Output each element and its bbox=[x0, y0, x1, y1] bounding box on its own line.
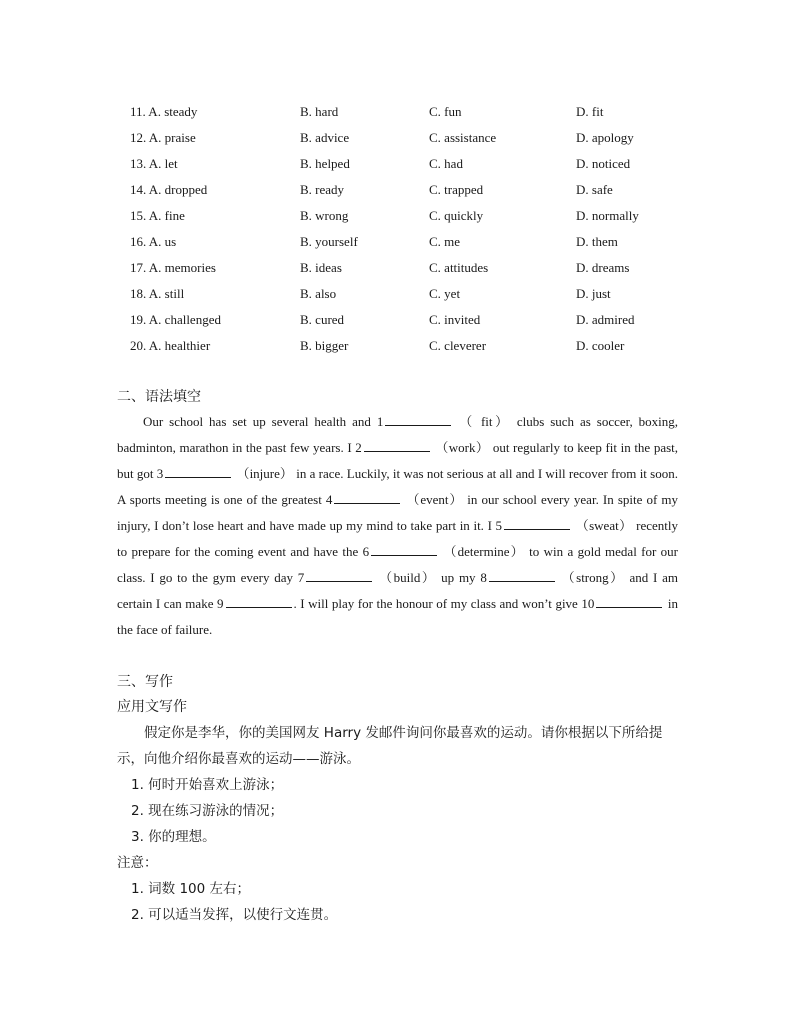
option-d[interactable]: D. normally bbox=[576, 208, 639, 223]
hint-3: （injure） bbox=[236, 466, 293, 481]
point-1: 1. 何时开始喜欢上游泳； bbox=[131, 777, 284, 793]
option-d[interactable]: D. noticed bbox=[576, 156, 631, 171]
option-row bbox=[130, 127, 690, 153]
option-b[interactable]: B. ideas bbox=[300, 260, 342, 275]
option-c[interactable]: C. quickly bbox=[429, 208, 484, 223]
option-c[interactable]: C. attitudes bbox=[429, 260, 489, 275]
blank-2[interactable] bbox=[364, 437, 430, 452]
option-d[interactable]: D. cooler bbox=[576, 338, 625, 353]
hint-6: （determine） bbox=[443, 544, 525, 559]
passage-text: out regularly to keep fit in the past, but got 3 bbox=[117, 440, 679, 481]
option-d[interactable]: D. admired bbox=[576, 312, 635, 327]
option-b[interactable]: B. helped bbox=[300, 156, 350, 171]
option-c[interactable]: C. trapped bbox=[429, 182, 484, 197]
option-c[interactable]: C. me bbox=[429, 234, 461, 249]
option-d[interactable]: D. dreams bbox=[576, 260, 630, 275]
blank-7[interactable] bbox=[306, 567, 372, 582]
hint-5: （sweat） bbox=[575, 518, 633, 533]
option-b[interactable]: B. yourself bbox=[300, 234, 358, 249]
option-d[interactable]: D. them bbox=[576, 234, 618, 249]
option-a[interactable]: 17. A. memories bbox=[130, 260, 216, 275]
note-1: 1. 词数 100 左右； bbox=[131, 881, 251, 897]
option-c[interactable]: C. yet bbox=[429, 286, 461, 301]
note-label: 注意： bbox=[117, 855, 158, 871]
option-b[interactable]: B. wrong bbox=[300, 208, 349, 223]
note-2: 2. 可以适当发挥，以使行文连贯。 bbox=[131, 907, 338, 923]
hint-2: （work） bbox=[435, 440, 490, 455]
section-3-subtitle: 应用文写作 bbox=[117, 699, 187, 715]
passage-text: clubs such as soccer, boxing, badminton, marathon in the past few years. I 2 bbox=[117, 414, 679, 455]
option-b[interactable]: B. also bbox=[300, 286, 337, 301]
option-row bbox=[130, 309, 690, 335]
hint-1: （ fit） bbox=[459, 414, 511, 429]
blank-4[interactable] bbox=[334, 489, 400, 504]
blank-5[interactable] bbox=[504, 515, 570, 530]
hint-7: （build） bbox=[379, 570, 437, 585]
option-row bbox=[130, 205, 690, 231]
blank-1[interactable] bbox=[385, 411, 451, 426]
option-a[interactable]: 20. A. healthier bbox=[130, 338, 211, 353]
grammar-passage bbox=[117, 409, 678, 643]
passage-text: in our school every year. In spite of my injury, I don’t lose heart and have made up my mind to take part in it. I 5 bbox=[117, 492, 679, 533]
blank-10[interactable] bbox=[596, 593, 662, 608]
point-2: 2. 现在练习游泳的情况； bbox=[131, 803, 284, 819]
option-c[interactable]: C. assistance bbox=[429, 130, 497, 145]
option-a[interactable]: 14. A. dropped bbox=[130, 182, 208, 197]
blank-3[interactable] bbox=[165, 463, 231, 478]
option-b[interactable]: B. bigger bbox=[300, 338, 349, 353]
hint-8: （strong） bbox=[561, 570, 625, 585]
option-a[interactable]: 13. A. let bbox=[130, 156, 178, 171]
option-row bbox=[130, 335, 690, 361]
section-2-title: 二、语法填空 bbox=[117, 389, 201, 405]
option-a[interactable]: 19. A. challenged bbox=[130, 312, 221, 327]
option-row bbox=[130, 153, 690, 179]
blank-8[interactable] bbox=[489, 567, 555, 582]
option-row bbox=[130, 101, 690, 127]
hint-4: （event） bbox=[406, 492, 464, 507]
section-3-title: 三、写作 bbox=[117, 674, 173, 690]
options-table bbox=[130, 101, 690, 361]
option-row bbox=[130, 231, 690, 257]
option-d[interactable]: D. apology bbox=[576, 130, 634, 145]
option-b[interactable]: B. ready bbox=[300, 182, 345, 197]
option-a[interactable]: 12. A. praise bbox=[130, 130, 196, 145]
option-c[interactable]: C. fun bbox=[429, 104, 462, 119]
option-d[interactable]: D. safe bbox=[576, 182, 613, 197]
passage-text: in a race. Luckily, it was not serious at all and I will recover from it soon. A sports meeting is one of the greatest 4 bbox=[117, 466, 678, 507]
point-3: 3. 你的理想。 bbox=[131, 829, 216, 845]
passage-text: recently to prepare for the coming event and have the 6 bbox=[117, 518, 678, 559]
option-row bbox=[130, 179, 690, 205]
option-d[interactable]: D. just bbox=[576, 286, 611, 301]
option-c[interactable]: C. invited bbox=[429, 312, 481, 327]
option-b[interactable]: B. hard bbox=[300, 104, 339, 119]
writing-prompt bbox=[117, 720, 683, 772]
option-row bbox=[130, 283, 690, 309]
option-c[interactable]: C. cleverer bbox=[429, 338, 487, 353]
blank-9[interactable] bbox=[226, 593, 292, 608]
option-row bbox=[130, 257, 690, 283]
passage-text: up my 8 bbox=[436, 570, 487, 585]
option-d[interactable]: D. fit bbox=[576, 104, 604, 119]
option-a[interactable]: 15. A. fine bbox=[130, 208, 185, 223]
prompt-text: 假定你是李华，你的美国网友 Harry 发邮件询问你最喜欢的运动。请你根据以下所给提示，向他介绍你最喜欢的运动——游泳。 bbox=[117, 725, 663, 767]
passage-text: to win a gold medal for our class. I go to the gym every day 7 bbox=[117, 544, 679, 585]
passage-text: and I am certain I can make 9 bbox=[117, 570, 678, 611]
option-a[interactable]: 18. A. still bbox=[130, 286, 185, 301]
passage-text: in the face of failure. bbox=[117, 596, 678, 637]
option-b[interactable]: B. advice bbox=[300, 130, 350, 145]
option-a[interactable]: 11. A. steady bbox=[130, 104, 198, 119]
option-b[interactable]: B. cured bbox=[300, 312, 345, 327]
passage-text: Our school has set up several health and 1 bbox=[143, 414, 384, 429]
option-a[interactable]: 16. A. us bbox=[130, 234, 177, 249]
option-c[interactable]: C. had bbox=[429, 156, 463, 171]
blank-6[interactable] bbox=[371, 541, 437, 556]
passage-text: . I will play for the honour of my class and won’t give 10 bbox=[293, 596, 595, 611]
